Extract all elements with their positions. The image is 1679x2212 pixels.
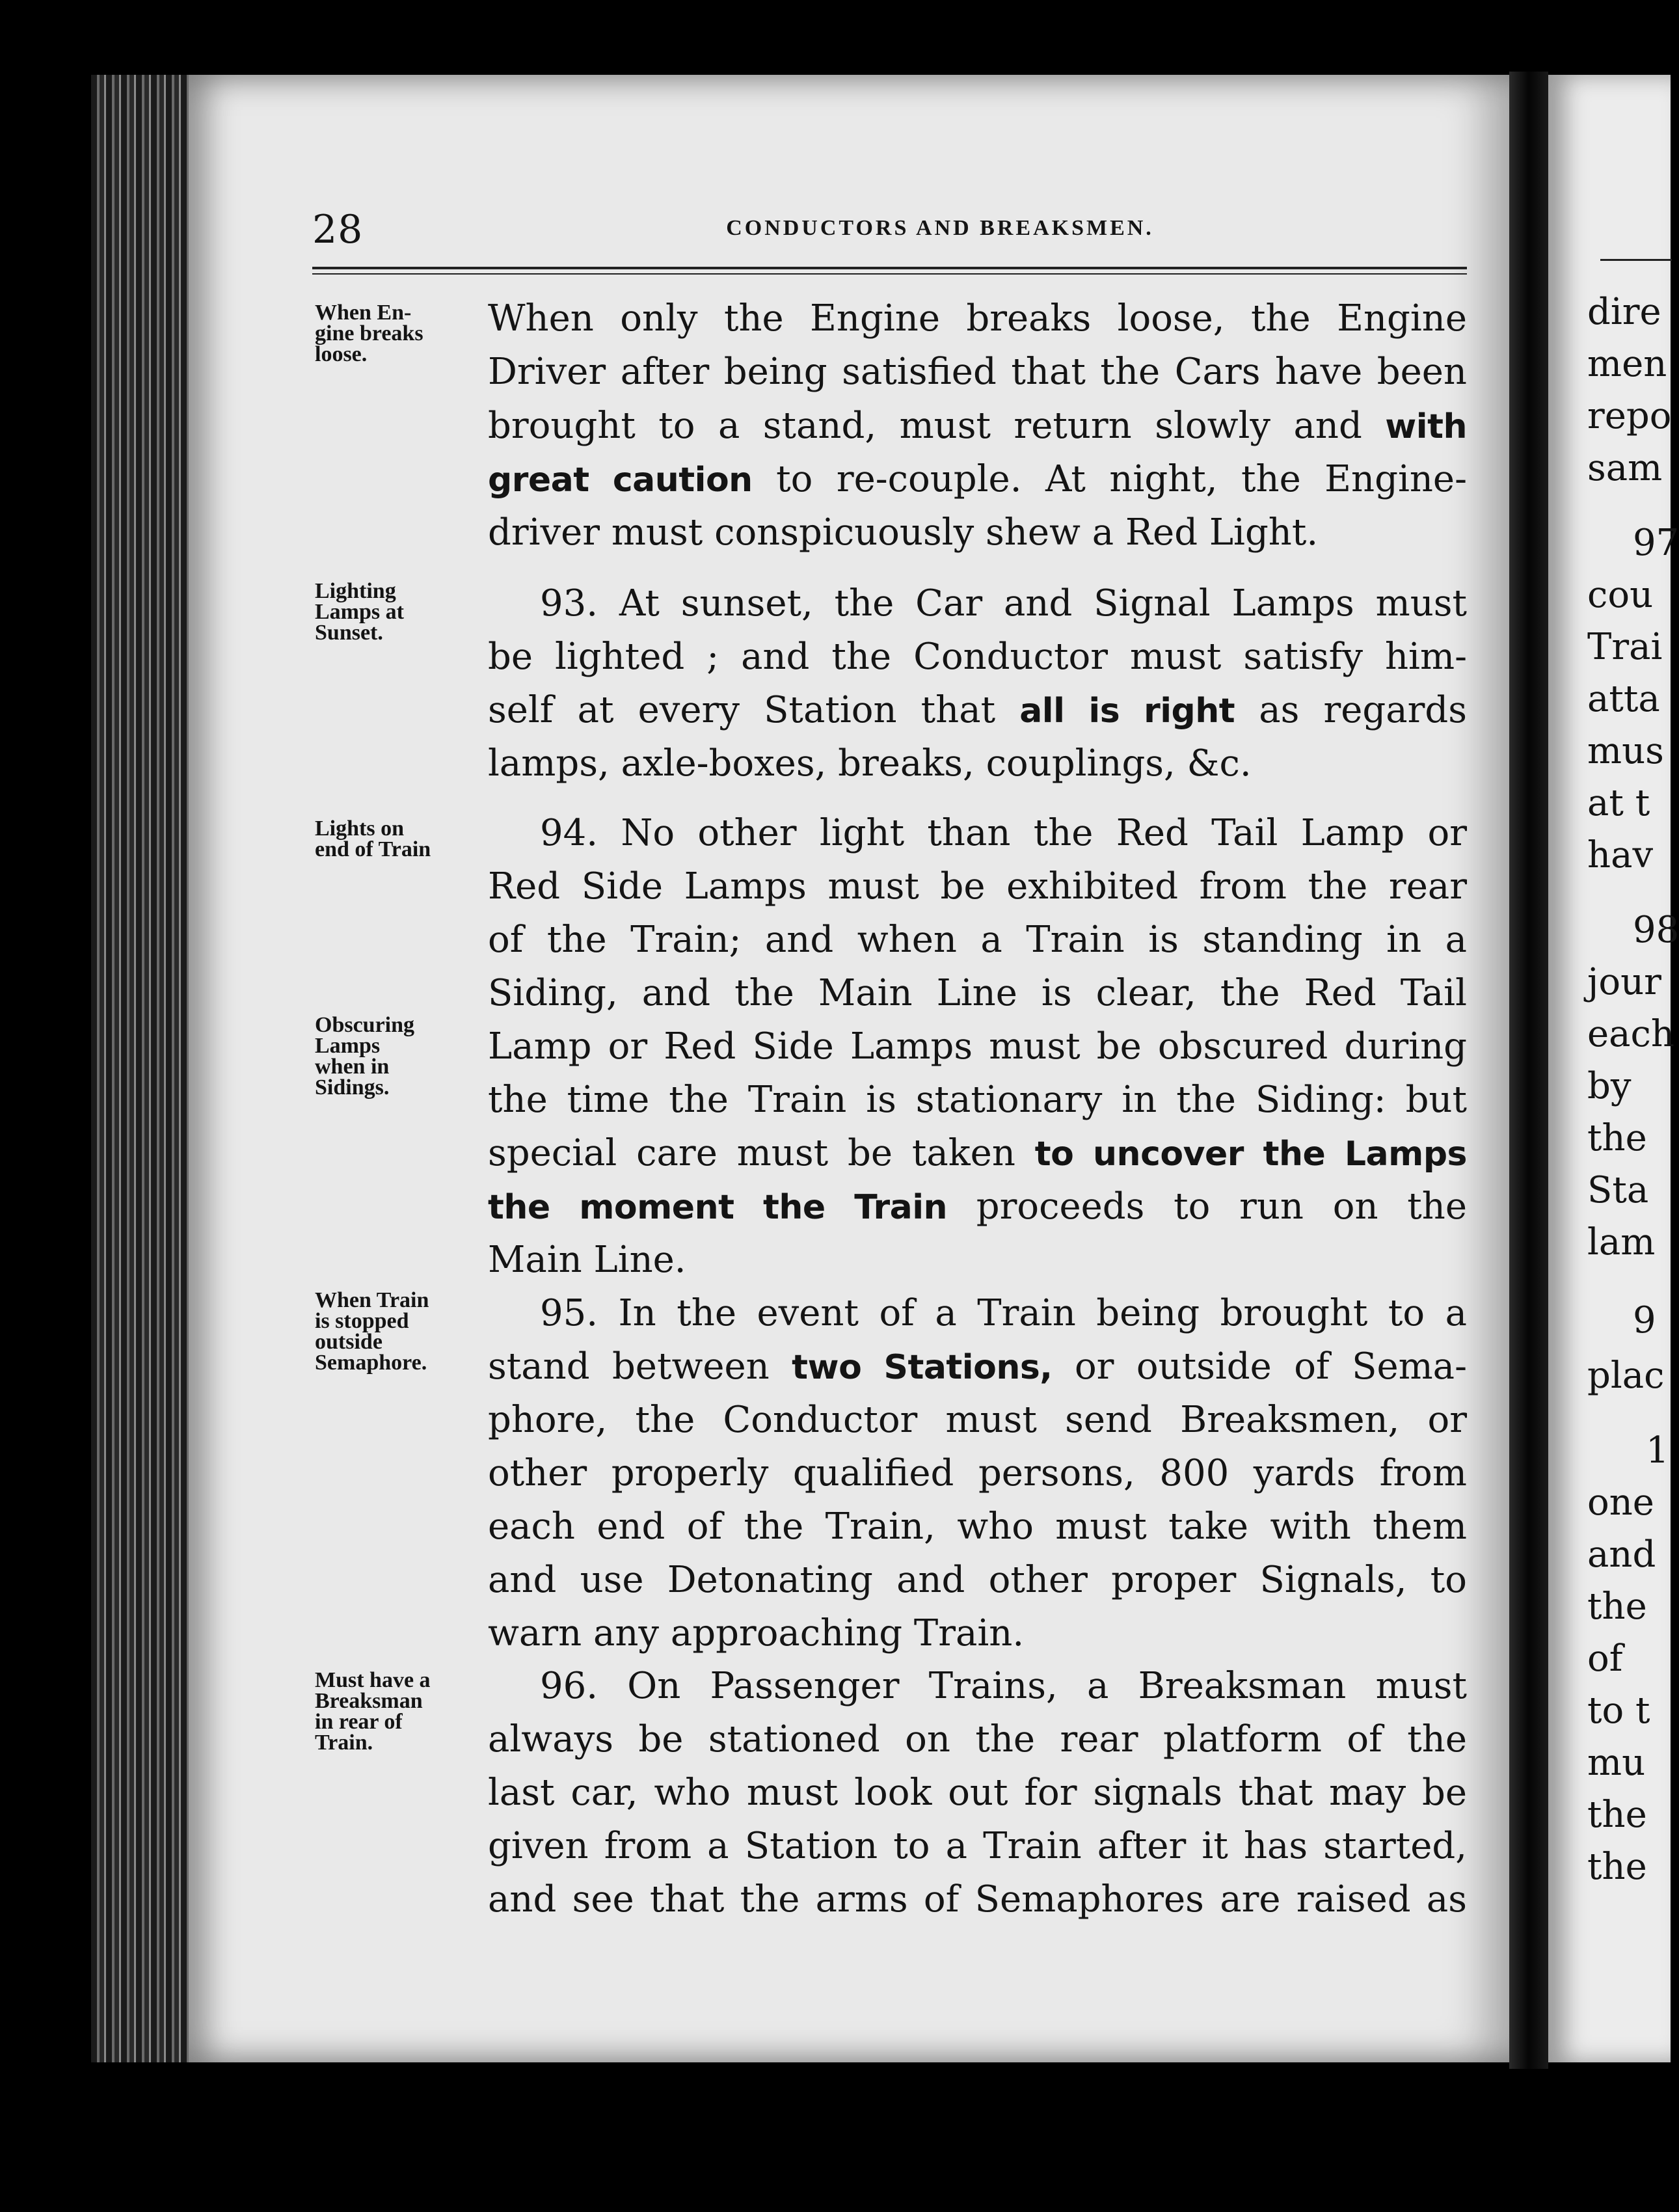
text-line: be lighted ; and the Conductor must satisfy him- bbox=[488, 636, 1467, 678]
facing-page-fragment: the bbox=[1587, 1585, 1647, 1628]
text-line: great caution to re-couple. At night, the Engine- bbox=[488, 458, 1467, 500]
facing-page-fragment: men bbox=[1587, 343, 1667, 385]
text-line: each end of the Train, who must take with them bbox=[488, 1505, 1467, 1548]
facing-page-fragment: 98 bbox=[1633, 909, 1679, 951]
page-number: 28 bbox=[312, 207, 364, 252]
emphasis-text: to uncover the Lamps bbox=[1034, 1135, 1468, 1174]
margin-note-obscuring-lamps: Obscuring Lamps when in Sidings. bbox=[315, 1013, 415, 1099]
text-line: phore, the Conductor must send Breaksmen, or bbox=[488, 1399, 1467, 1441]
text-line: 95. In the event of a Train being brought to a bbox=[540, 1292, 1467, 1334]
facing-page-fragment: atta bbox=[1587, 678, 1660, 720]
text-line: and see that the arms of Semaphores are raised as bbox=[488, 1878, 1467, 1921]
facing-page-fragment: Trai bbox=[1587, 626, 1663, 668]
text-line: of the Train; and when a Train is standing in a bbox=[488, 919, 1467, 961]
emphasis-text: two Stations, bbox=[792, 1348, 1053, 1387]
text-line: the time the Train is stationary in the Siding: but bbox=[488, 1079, 1467, 1121]
header-rule-thin bbox=[312, 273, 1467, 275]
facing-page-rule bbox=[1600, 259, 1672, 261]
facing-page-fragment: lam bbox=[1587, 1221, 1656, 1263]
facing-page-fragment: one bbox=[1587, 1481, 1654, 1524]
text-line: special care must be taken to uncover the Lamps bbox=[488, 1132, 1468, 1174]
facing-page-fragment: the bbox=[1587, 1794, 1647, 1836]
text-line: driver must conspicuously shew a Red Light. bbox=[488, 511, 1319, 554]
facing-page-fragment: and bbox=[1587, 1533, 1656, 1576]
text-line: always be stationed on the rear platform of the bbox=[488, 1718, 1467, 1760]
emphasis-text: great caution bbox=[488, 461, 753, 500]
text-line: and use Detonating and other proper Signals, to bbox=[488, 1559, 1467, 1601]
facing-page-fragment: at t bbox=[1587, 782, 1650, 824]
text-line: Lamp or Red Side Lamps must be obscured during bbox=[488, 1025, 1467, 1068]
running-head: CONDUCTORS AND BREAKSMEN. bbox=[726, 216, 1154, 240]
margin-note-engine-breaks-loose: When En- gine breaks loose. bbox=[315, 301, 423, 366]
text-line: Siding, and the Main Line is clear, the Red Tail bbox=[488, 972, 1467, 1014]
facing-page-fragment: repo bbox=[1587, 395, 1672, 437]
facing-page-fragment: to t bbox=[1587, 1690, 1650, 1732]
facing-page-fragment: cou bbox=[1587, 574, 1654, 616]
facing-page-fragment: the bbox=[1587, 1846, 1647, 1888]
margin-note-train-stopped: When Train is stopped outside Semaphore. bbox=[315, 1288, 429, 1375]
emphasis-text: all is right bbox=[1019, 692, 1235, 731]
text-line: the moment the Train proceeds to run on the bbox=[488, 1185, 1468, 1228]
text-line: Main Line. bbox=[488, 1239, 686, 1281]
facing-page-fragment: jour bbox=[1587, 961, 1661, 1003]
facing-page-fragment: the bbox=[1587, 1117, 1647, 1159]
text-line: stand between two Stations, or outside of Sema- bbox=[488, 1345, 1467, 1388]
text-line: brought to a stand, must return slowly and with bbox=[488, 405, 1467, 447]
facing-page-fragment: 97 bbox=[1633, 522, 1679, 564]
facing-page-fragment: sam bbox=[1587, 447, 1663, 489]
text-line: 93. At sunset, the Car and Signal Lamps must bbox=[540, 582, 1467, 625]
text-line: When only the Engine breaks loose, the Engine bbox=[488, 297, 1467, 340]
facing-page-fragment: 9 bbox=[1633, 1299, 1656, 1342]
text-line: given from a Station to a Train after it has started, bbox=[488, 1825, 1467, 1867]
text-line: 94. No other light than the Red Tail Lamp or bbox=[540, 812, 1467, 854]
facing-page-fragment: by bbox=[1587, 1065, 1632, 1107]
facing-page-fragment: 1 bbox=[1646, 1429, 1669, 1472]
book-binding-edge bbox=[91, 75, 189, 2062]
facing-page-fragment: Sta bbox=[1587, 1169, 1649, 1211]
margin-note-lighting-lamps: Lighting Lamps at Sunset. bbox=[315, 579, 404, 645]
text-line: warn any approaching Train. bbox=[488, 1612, 1025, 1654]
text-line: Driver after being satisfied that the Cars have been bbox=[488, 351, 1467, 393]
text-line: lamps, axle-boxes, breaks, couplings, &c. bbox=[488, 742, 1252, 785]
text-line: 96. On Passenger Trains, a Breaksman must bbox=[540, 1665, 1467, 1707]
text-line: self at every Station that all is right as regards bbox=[488, 689, 1467, 731]
facing-page-fragment: of bbox=[1587, 1638, 1623, 1680]
text-line: other properly qualified persons, 800 yards from bbox=[488, 1452, 1467, 1494]
facing-page-fragment: hav bbox=[1587, 834, 1654, 876]
facing-page-fragment: each bbox=[1587, 1013, 1674, 1055]
emphasis-text: the moment the Train bbox=[488, 1188, 948, 1227]
facing-page-fragment: plac bbox=[1587, 1355, 1665, 1397]
facing-page-fragment: dire bbox=[1587, 291, 1661, 333]
facing-page-fragment: mus bbox=[1587, 730, 1664, 772]
emphasis-text: with bbox=[1385, 407, 1467, 446]
text-line: last car, who must look out for signals that may be bbox=[488, 1772, 1467, 1814]
header-rule bbox=[312, 267, 1467, 269]
text-line: Red Side Lamps must be exhibited from the rear bbox=[488, 865, 1467, 908]
margin-note-breaksman-rear: Must have a Breaksman in rear of Train. bbox=[315, 1668, 431, 1755]
margin-note-lights-on-end: Lights on end of Train bbox=[315, 816, 431, 861]
facing-page-fragment: mu bbox=[1587, 1742, 1646, 1784]
book-gutter bbox=[1509, 72, 1548, 2069]
